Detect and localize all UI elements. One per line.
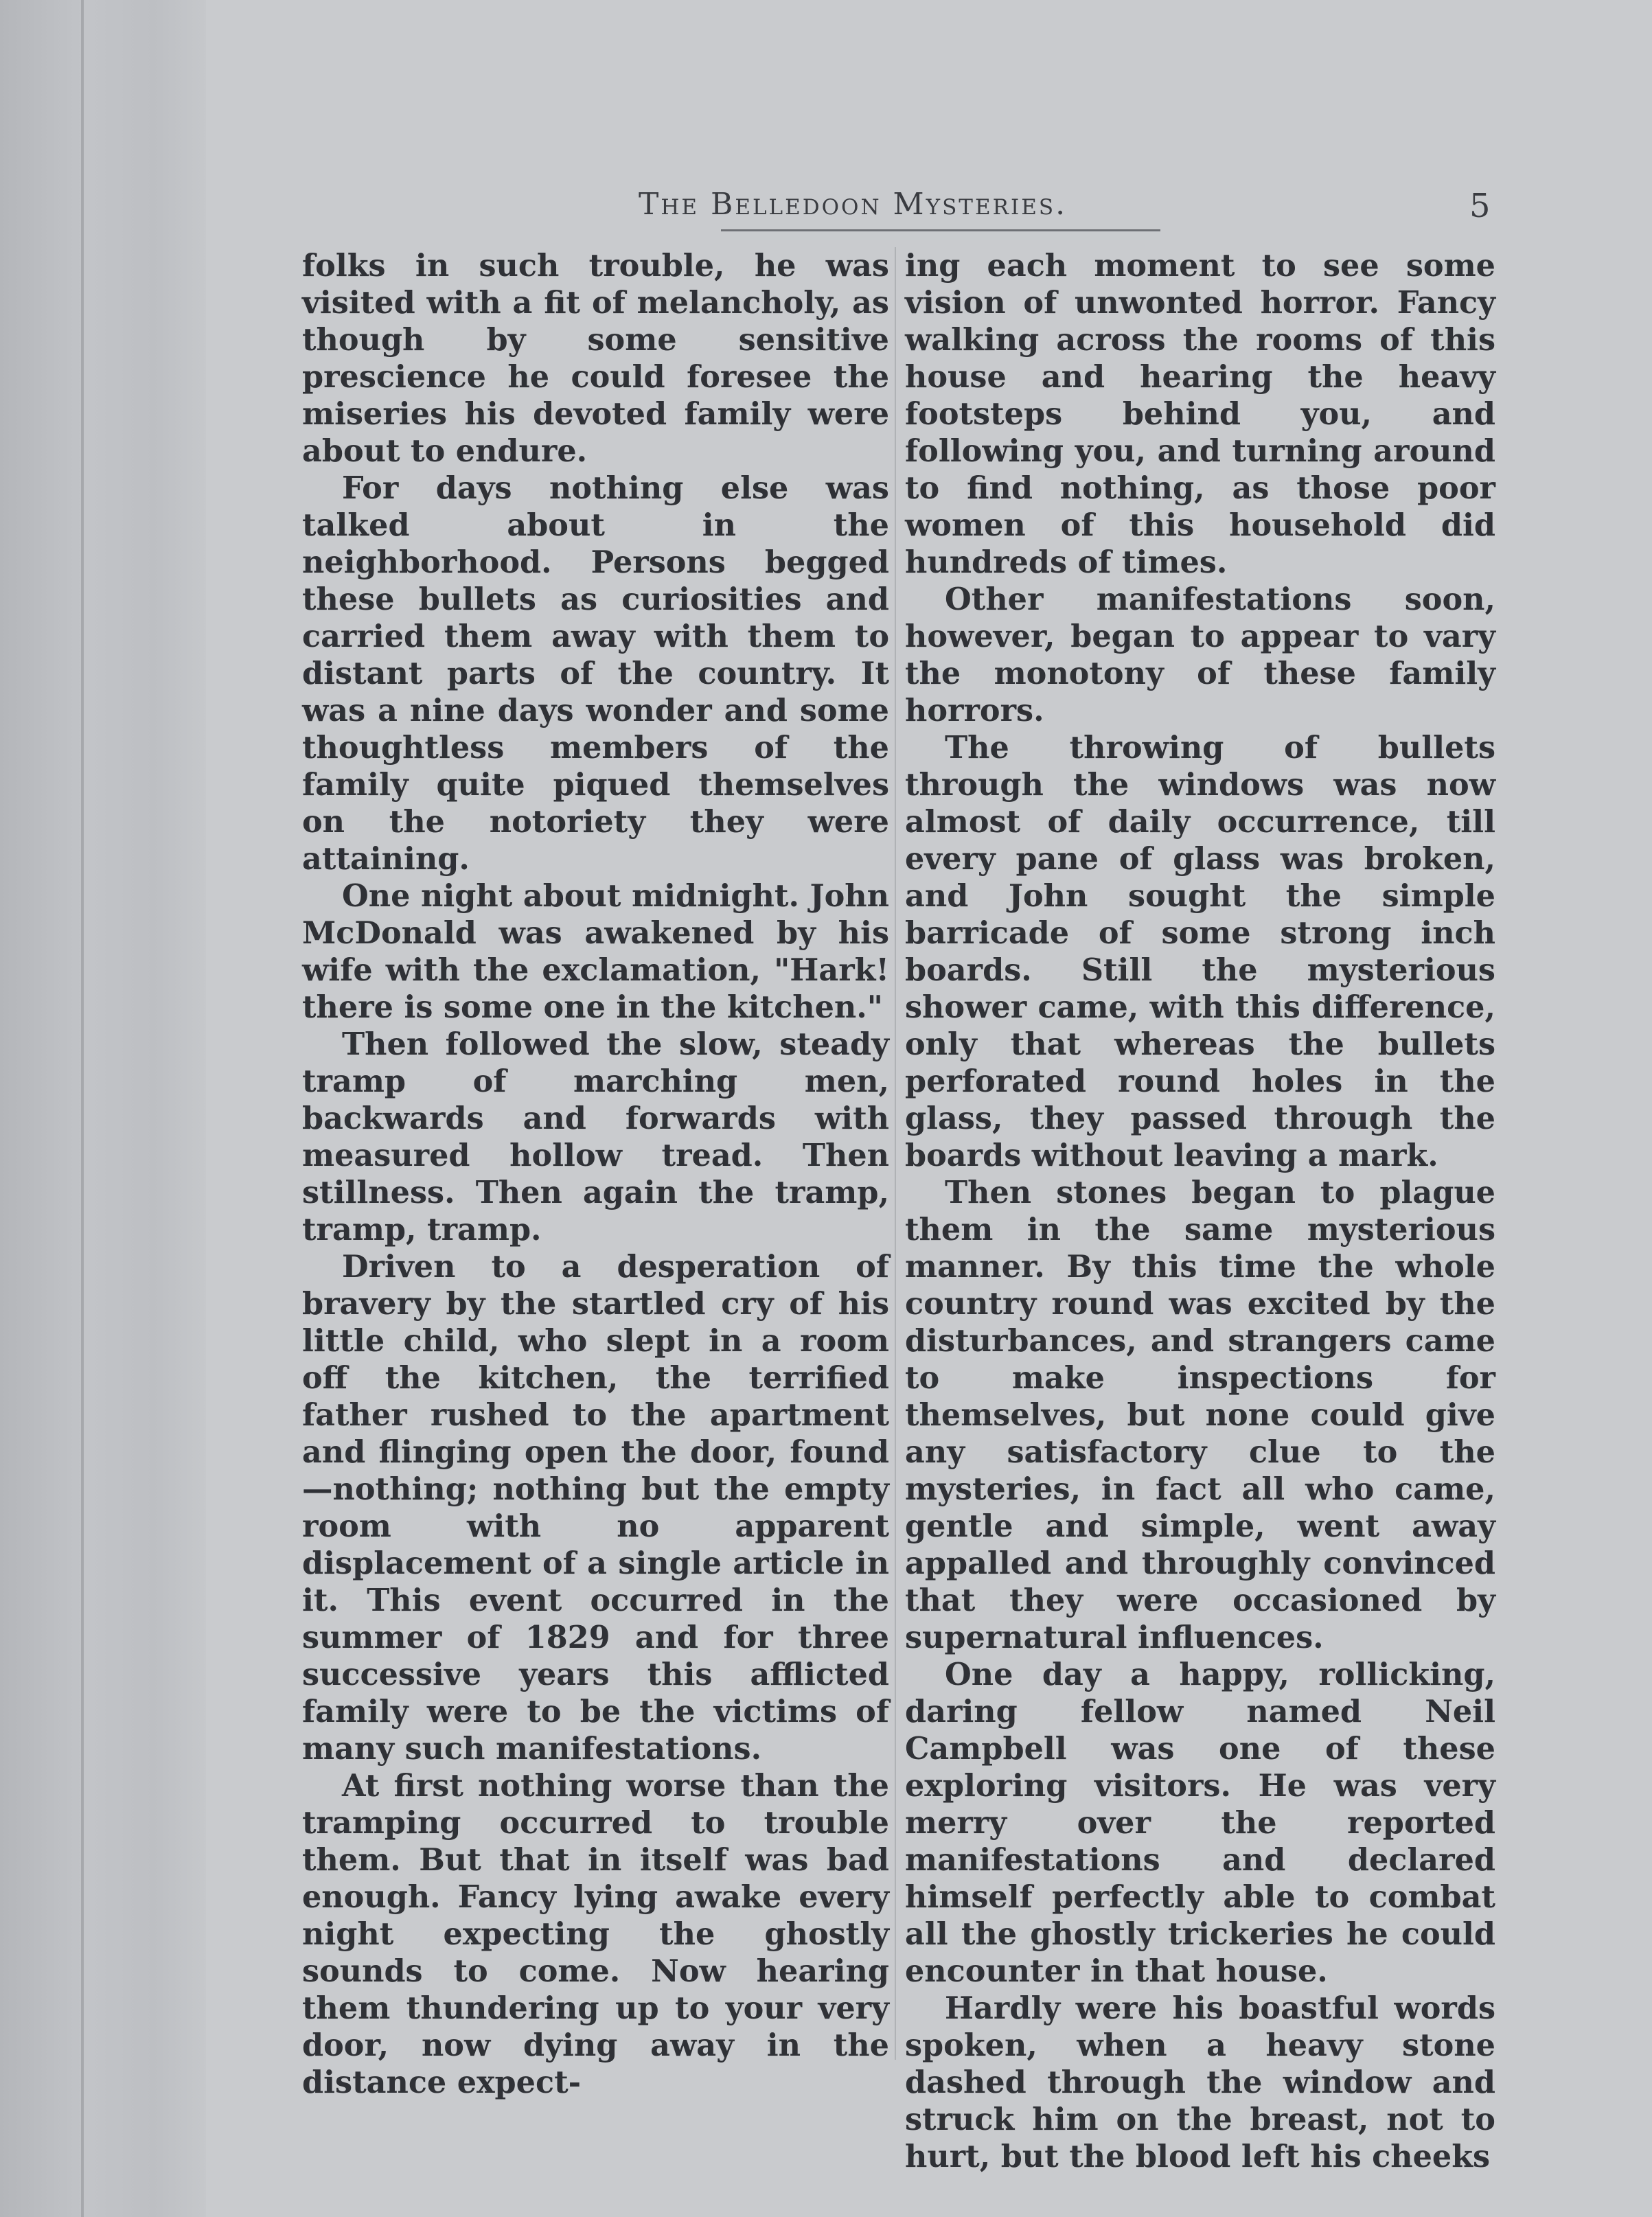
paragraph: Other manifestations soon, however, began to appear to vary the monotony of these family horrors. [905, 582, 1495, 728]
paragraph: Then stones began to plague them in the same mysterious manner. By this time the whole country round was excited by the disturbances, and strangers came to make inspections for themselves, but none could give any satisfactory clue to the mysteries, in fact all who came, gentle and simple, went away appalled and throughly convinced that they were occasioned by supernatural influences. [905, 1175, 1495, 1655]
paragraph: At first nothing worse than the tramping occurred to trouble them. But that in itself was bad enough. Fancy lying awake every night expecting the ghostly sounds to come. Now hearing them thundering up to your very door, now dying away in the distance expect- [302, 1768, 889, 2100]
paragraph: One night about midnight. John McDonald was awakened by his wife with the exclamation, "Hark! there is some one in the kitchen." [302, 878, 889, 1025]
page-header [412, 187, 1497, 235]
running-title: The Belledoon Mysteries. [639, 187, 1068, 222]
left-column [302, 247, 889, 2100]
paragraph: One day a happy, rollicking, daring fellow named Neil Campbell was one of these exploring visitors. He was very merry over the reported manifestations and declared himself perfectly able to combat all the ghostly trickeries he could encounter in that house. [905, 1657, 1495, 1989]
gutter-line [81, 0, 84, 2217]
paragraph: folks in such trouble, he was visited with a fit of melancholy, as though by some sensitive prescience he could foresee the miseries his devoted family were about to endure. [302, 248, 889, 469]
header-rule [721, 229, 1160, 231]
paragraph: ing each moment to see some vision of unwonted horror. Fancy walking across the rooms of this house and hearing the heavy footsteps behind you, and following you, and turning around to find nothing, as those poor women of this household did hundreds of times. [905, 248, 1495, 580]
paragraph: Then followed the slow, steady tramp of marching men, backwards and forwards with measured hollow tread. Then stillness. Then again the tramp, tramp, tramp. [302, 1026, 889, 1248]
paragraph: For days nothing else was talked about in the neighborhood. Persons begged these bullets as curiosities and carried them away with them to distant parts of the country. It was a nine days wonder and some thoughtless members of the family quite piqued themselves on the notoriety they were attaining. [302, 470, 889, 877]
column-divider [895, 247, 896, 2060]
paragraph: Hardly were his boastful words spoken, when a heavy stone dashed through the window and struck him on the breast, not to hurt, but the blood left his cheeks [905, 1990, 1495, 2174]
paragraph: Driven to a desperation of bravery by the startled cry of his little child, who slept in a room off the kitchen, the terrified father rushed to the apartment and flinging open the door, found—nothing; nothing but the empty room with no apparent displacement of a single article in it. This event occurred in the summer of 1829 and for three successive years this afflicted family were to be the victims of many such manifestations. [302, 1249, 889, 1767]
right-column [905, 247, 1495, 2174]
book-spine-margin [0, 0, 220, 2217]
paragraph: The throwing of bullets through the windows was now almost of daily occurrence, till every pane of glass was broken, and John sought the simple barricade of some strong inch boards. Still the mysterious shower came, with this difference, only that whereas the bullets perforated round holes in the glass, they passed through the boards without leaving a mark. [905, 730, 1495, 1173]
page-number: 5 [1469, 187, 1491, 225]
